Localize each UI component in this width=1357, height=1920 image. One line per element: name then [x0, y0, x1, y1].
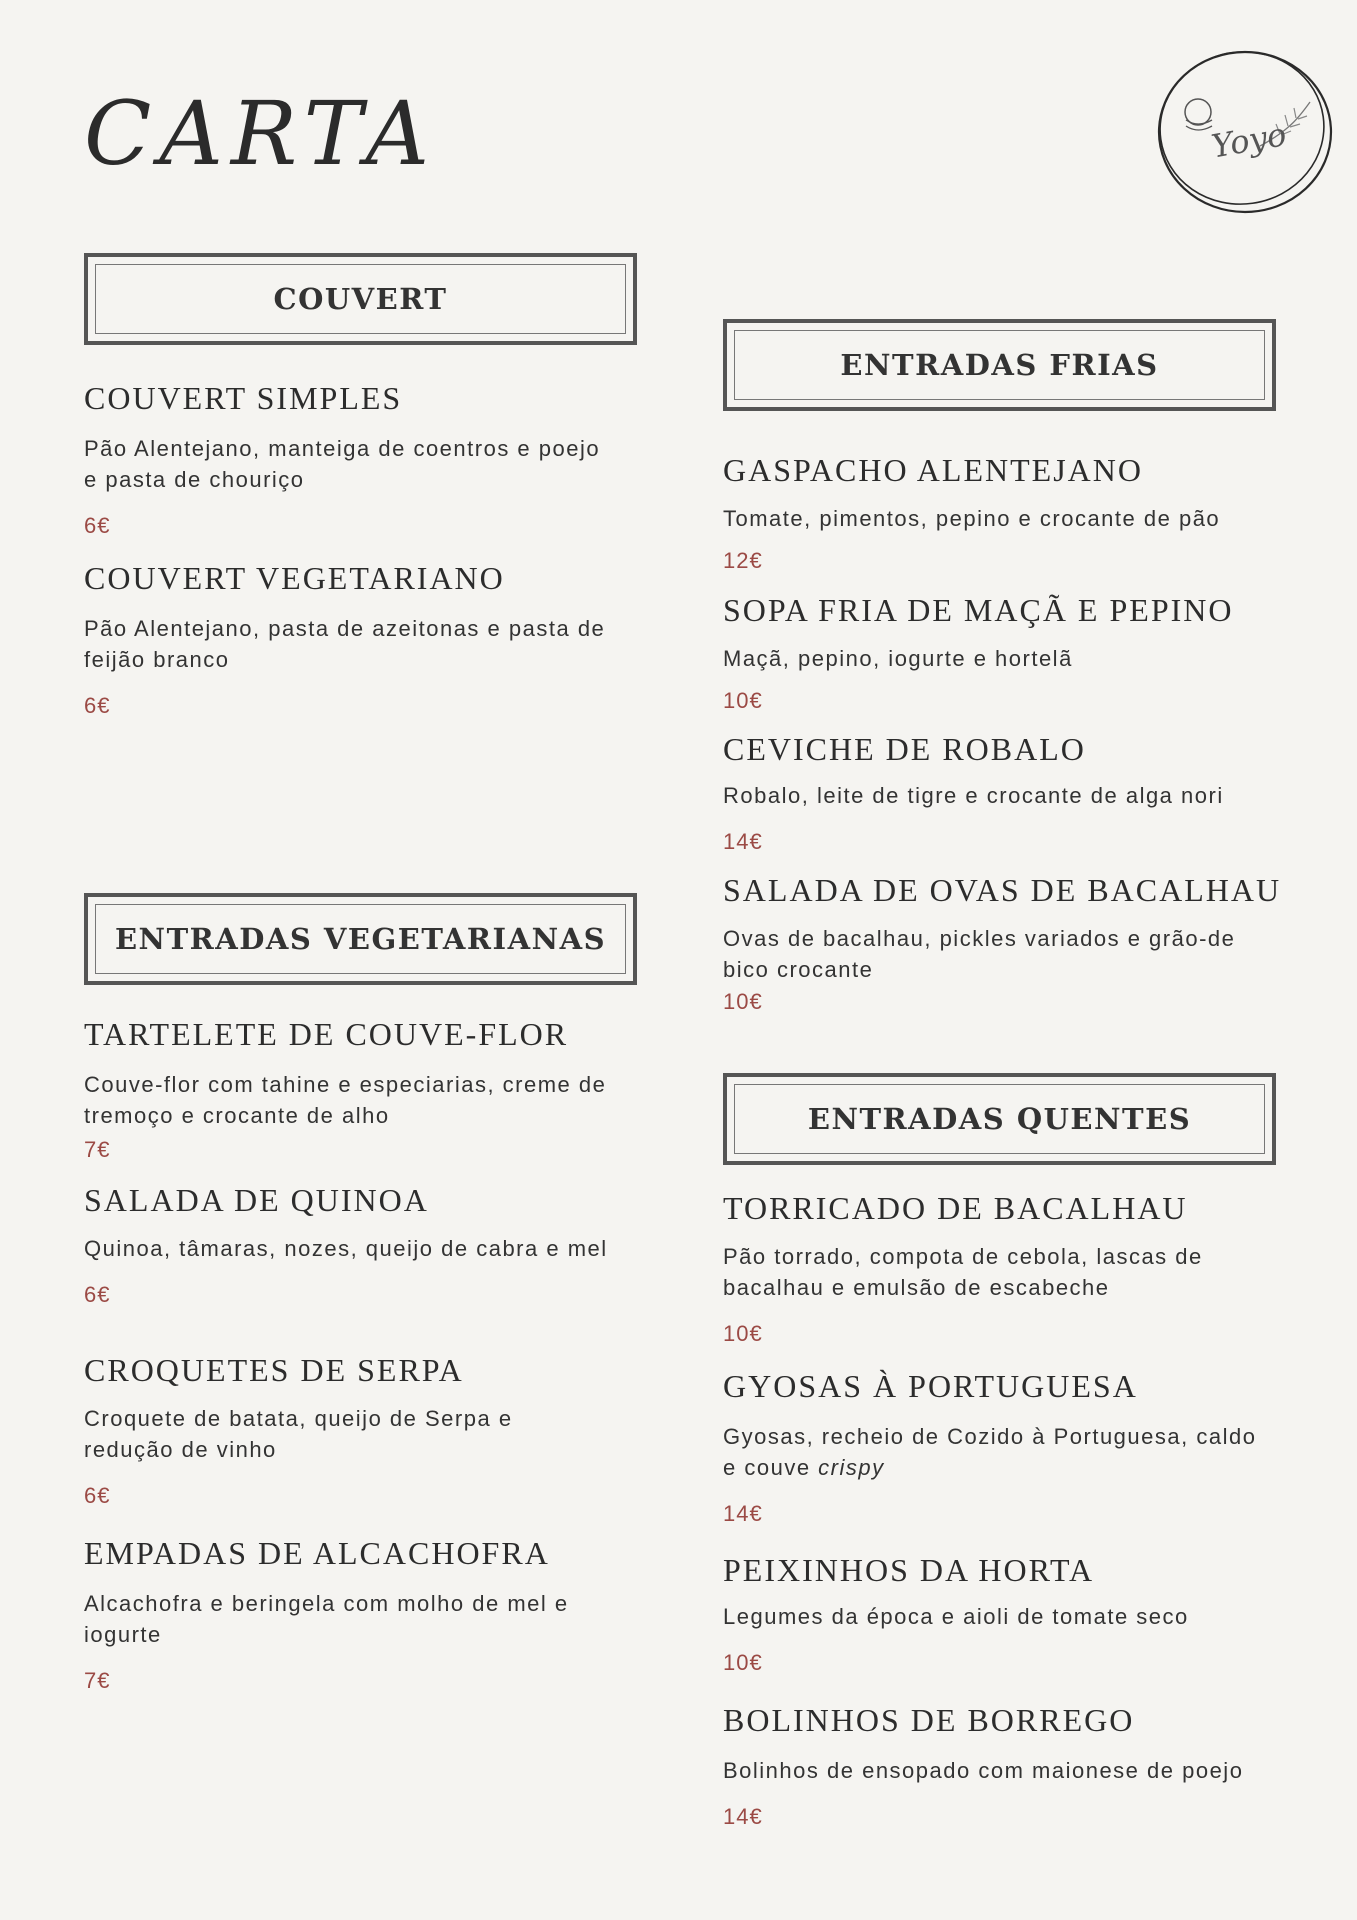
item-description: [723, 1421, 1263, 1483]
menu-item: [84, 1182, 644, 1308]
item-description: Pão torrado, compota de cebola, lascas de bacalhau e emulsão de escabeche: [723, 1244, 1203, 1300]
item-name: SALADA DE OVAS DE BACALHAU: [723, 872, 1282, 908]
item-name: SALADA DE QUINOA: [84, 1182, 429, 1218]
item-price: 10€: [723, 1321, 763, 1346]
item-price: 6€: [84, 693, 111, 718]
item-price: 6€: [84, 513, 111, 538]
item-description: Quinoa, tâmaras, nozes, queijo de cabra e mel: [84, 1236, 608, 1261]
item-name: TARTELETE DE COUVE-FLOR: [84, 1016, 569, 1052]
item-price: 14€: [723, 1501, 763, 1526]
item-description: Bolinhos de ensopado com maionese de poejo: [723, 1758, 1244, 1783]
page-title: CARTA: [84, 82, 438, 185]
menu-item: [84, 380, 644, 539]
item-price: 10€: [723, 688, 763, 713]
section-header-entradas-frias: [723, 319, 1276, 411]
menu-item: [84, 1352, 644, 1509]
item-name: COUVERT VEGETARIANO: [84, 560, 505, 596]
section-header-entradas-vegetarianas: [84, 893, 637, 985]
item-price: 7€: [84, 1668, 111, 1693]
menu-item: [723, 731, 1303, 855]
item-description: Croquete de batata, queijo de Serpa e redução de vinho: [84, 1406, 513, 1462]
section-title: ENTRADAS FRIAS: [840, 348, 1159, 382]
item-price: 14€: [723, 829, 763, 854]
item-price: 10€: [723, 1650, 763, 1675]
item-description-italic: crispy: [818, 1455, 885, 1480]
menu-item: [84, 560, 644, 719]
menu-item: [84, 1535, 644, 1694]
item-name: CROQUETES DE SERPA: [84, 1352, 464, 1388]
item-price: 7€: [84, 1137, 111, 1162]
item-description: Couve-flor com tahine e especiarias, creme de tremoço e crocante de alho: [84, 1072, 607, 1128]
item-description: Alcachofra e beringela com molho de mel e iogurte: [84, 1591, 569, 1647]
item-description: Legumes da época e aioli de tomate seco: [723, 1604, 1189, 1629]
section-header-entradas-quentes: [723, 1073, 1276, 1165]
item-description: Ovas de bacalhau, pickles variados e grão-de bico crocante: [723, 926, 1236, 982]
section-title: COUVERT: [273, 282, 448, 316]
item-name: GASPACHO ALENTEJANO: [723, 452, 1143, 488]
item-description: Pão Alentejano, pasta de azeitonas e pasta de feijão branco: [84, 616, 606, 672]
item-price: 6€: [84, 1282, 111, 1307]
section-header-couvert: [84, 253, 637, 345]
menu-item: [723, 452, 1303, 574]
logo-icon: [1150, 34, 1340, 224]
item-name: EMPADAS DE ALCACHOFRA: [84, 1535, 550, 1571]
item-name: GYOSAS À PORTUGUESA: [723, 1368, 1138, 1404]
menu-item: [84, 1016, 644, 1163]
item-name: CEVICHE DE ROBALO: [723, 731, 1086, 767]
item-description: Robalo, leite de tigre e crocante de alga nori: [723, 783, 1224, 808]
item-name: BOLINHOS DE BORREGO: [723, 1702, 1135, 1738]
menu-item: [723, 592, 1303, 714]
menu-item: [723, 1190, 1303, 1347]
item-description: Pão Alentejano, manteiga de coentros e poejo e pasta de chouriço: [84, 436, 601, 492]
item-price: 6€: [84, 1483, 111, 1508]
item-price: 12€: [723, 548, 763, 573]
menu-item: [723, 1702, 1303, 1830]
item-description-text: Gyosas, recheio de Cozido à Portuguesa, caldo e couve: [723, 1424, 1257, 1480]
item-name: SOPA FRIA DE MAÇÃ E PEPINO: [723, 592, 1234, 628]
item-description: Maçã, pepino, iogurte e hortelã: [723, 646, 1073, 671]
logo-text: Yoyo: [1208, 115, 1290, 166]
menu-item: [723, 1368, 1303, 1527]
item-price: 10€: [723, 989, 763, 1014]
item-description: Tomate, pimentos, pepino e crocante de pão: [723, 506, 1221, 531]
menu-item: [723, 872, 1303, 1015]
item-name: TORRICADO DE BACALHAU: [723, 1190, 1188, 1226]
section-title: ENTRADAS QUENTES: [807, 1102, 1192, 1136]
item-name: COUVERT SIMPLES: [84, 380, 403, 416]
section-title: ENTRADAS VEGETARIANAS: [114, 922, 607, 956]
item-name: PEIXINHOS DA HORTA: [723, 1552, 1095, 1588]
item-price: 14€: [723, 1804, 763, 1829]
menu-item: [723, 1552, 1303, 1676]
